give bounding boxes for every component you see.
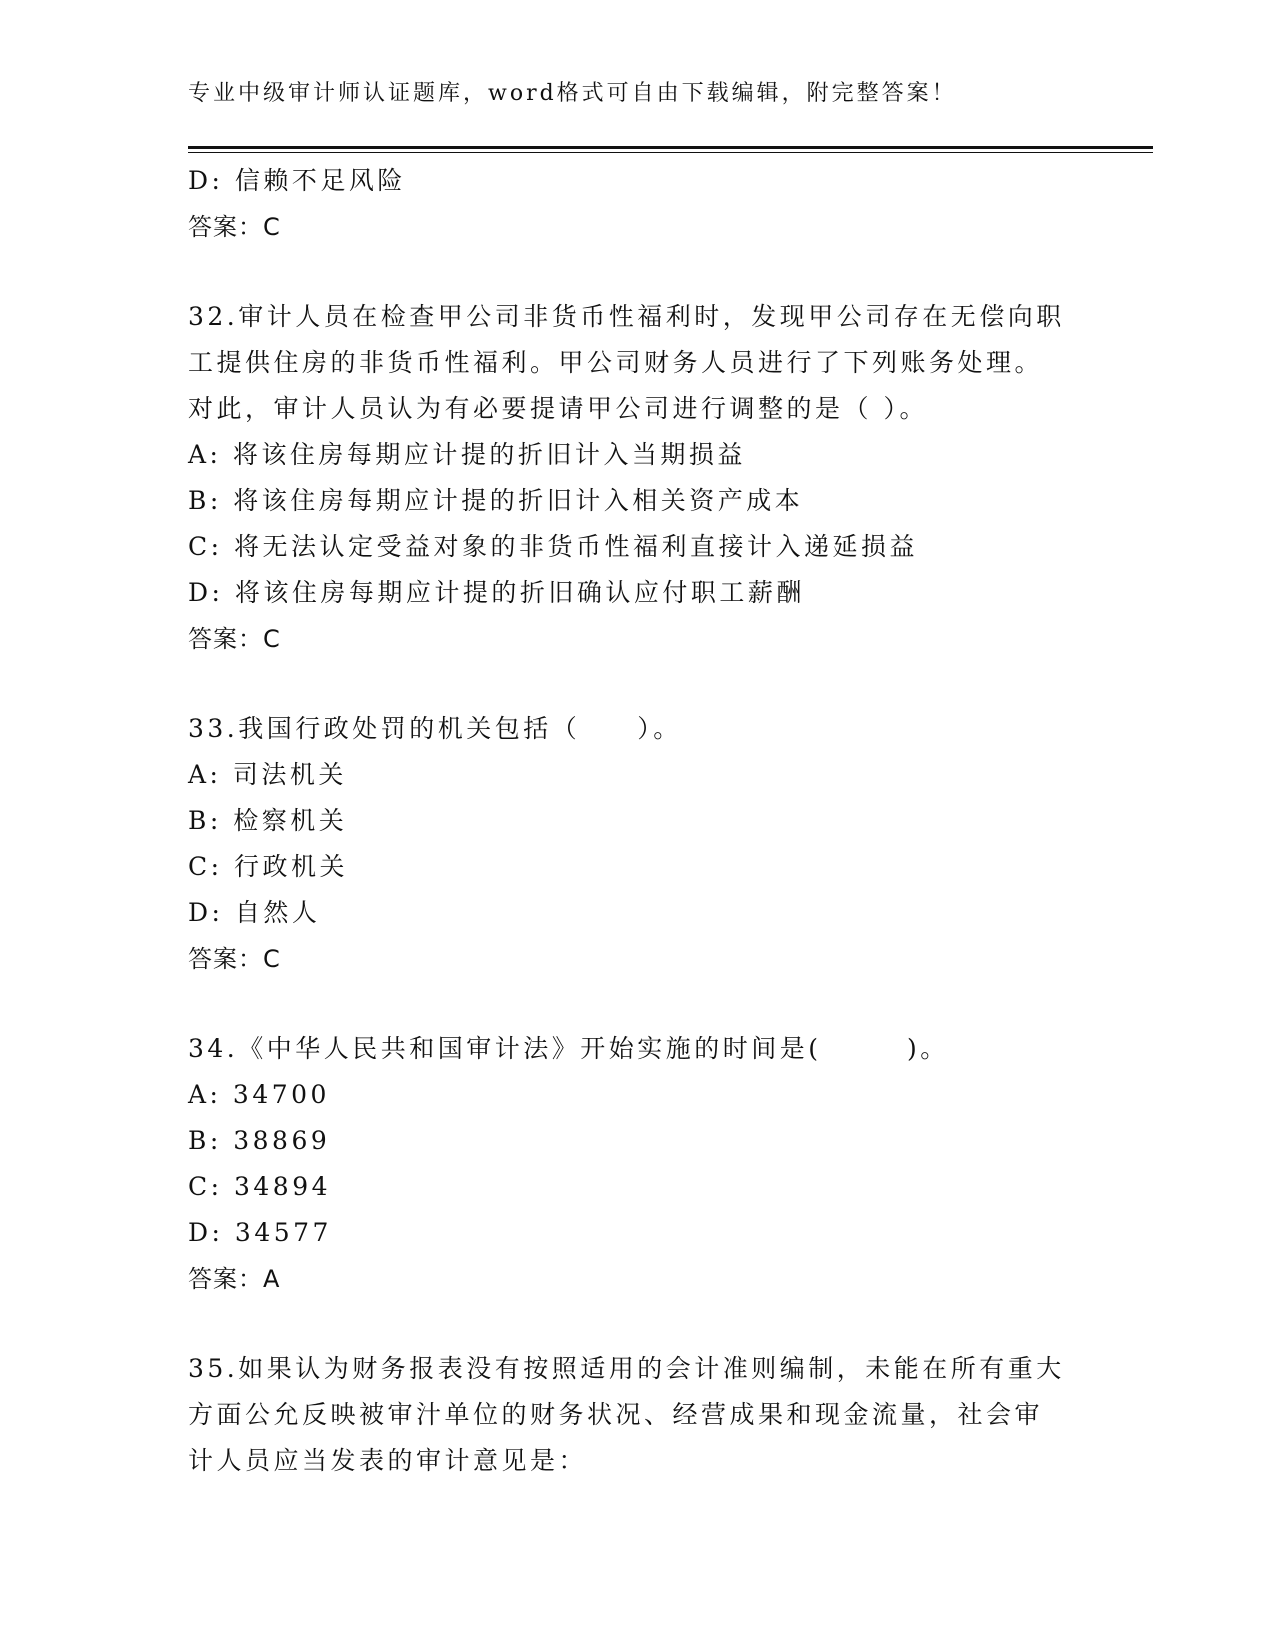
- option-d: D: 将该住房每期应计提的折旧确认应付职工薪酬: [188, 578, 805, 607]
- answer: 答案：C: [188, 945, 281, 973]
- page-header: 专业中级审计师认证题库，word格式可自由下载编辑，附完整答案！: [188, 81, 957, 106]
- option-d: D: 34577: [188, 1218, 332, 1247]
- question-text-line: 34.《中华人民共和国审计法》开始实施的时间是( )。: [188, 1034, 949, 1063]
- option-c: C: 将无法认定受益对象的非货币性福利直接计入递延损益: [188, 532, 919, 561]
- spacer: [188, 982, 1088, 1026]
- option-c: C: 行政机关: [188, 852, 348, 881]
- question-text-line: 35.如果认为财务报表没有按照适用的会计准则编制，未能在所有重大: [188, 1354, 1065, 1383]
- question-32: [188, 294, 1088, 662]
- question-33: [188, 706, 1088, 982]
- question-text-line: 方面公允反映被审汁单位的财务状况、经营成果和现金流量，社会审: [188, 1400, 1044, 1429]
- spacer: [188, 250, 1088, 294]
- document-body: [188, 158, 1088, 1484]
- option-b: B: 38869: [188, 1126, 331, 1155]
- prev-option-d: D: 信赖不足风险: [188, 166, 406, 195]
- question-text-line: 工提供住房的非货币性福利。甲公司财务人员进行了下列账务处理。: [188, 348, 1044, 377]
- prev-answer: 答案：C: [188, 213, 281, 241]
- option-b: B: 将该住房每期应计提的折旧计入相关资产成本: [188, 486, 804, 515]
- option-d: D: 自然人: [188, 898, 321, 927]
- option-c: C: 34894: [188, 1172, 332, 1201]
- option-a: A: 34700: [188, 1080, 330, 1109]
- question-text-line: 对此，审计人员认为有必要提请甲公司进行调整的是（ ）。: [188, 394, 928, 423]
- header-divider-thick: [188, 146, 1153, 149]
- spacer: [188, 1302, 1088, 1346]
- question-35: [188, 1346, 1088, 1484]
- question-text-line: 计人员应当发表的审计意见是：: [188, 1446, 588, 1475]
- answer: 答案：C: [188, 625, 281, 653]
- option-a: A: 将该住房每期应计提的折旧计入当期损益: [188, 440, 746, 469]
- header-divider-thin: [188, 152, 1153, 153]
- spacer: [188, 662, 1088, 706]
- question-text-line: 32.审计人员在检查甲公司非货币性福利时，发现甲公司存在无偿向职: [188, 302, 1065, 331]
- answer: 答案：A: [188, 1265, 281, 1293]
- option-a: A: 司法机关: [188, 760, 347, 789]
- option-b: B: 检察机关: [188, 806, 348, 835]
- question-text-line: 33.我国行政处罚的机关包括（ ）。: [188, 714, 682, 743]
- question-34: [188, 1026, 1088, 1302]
